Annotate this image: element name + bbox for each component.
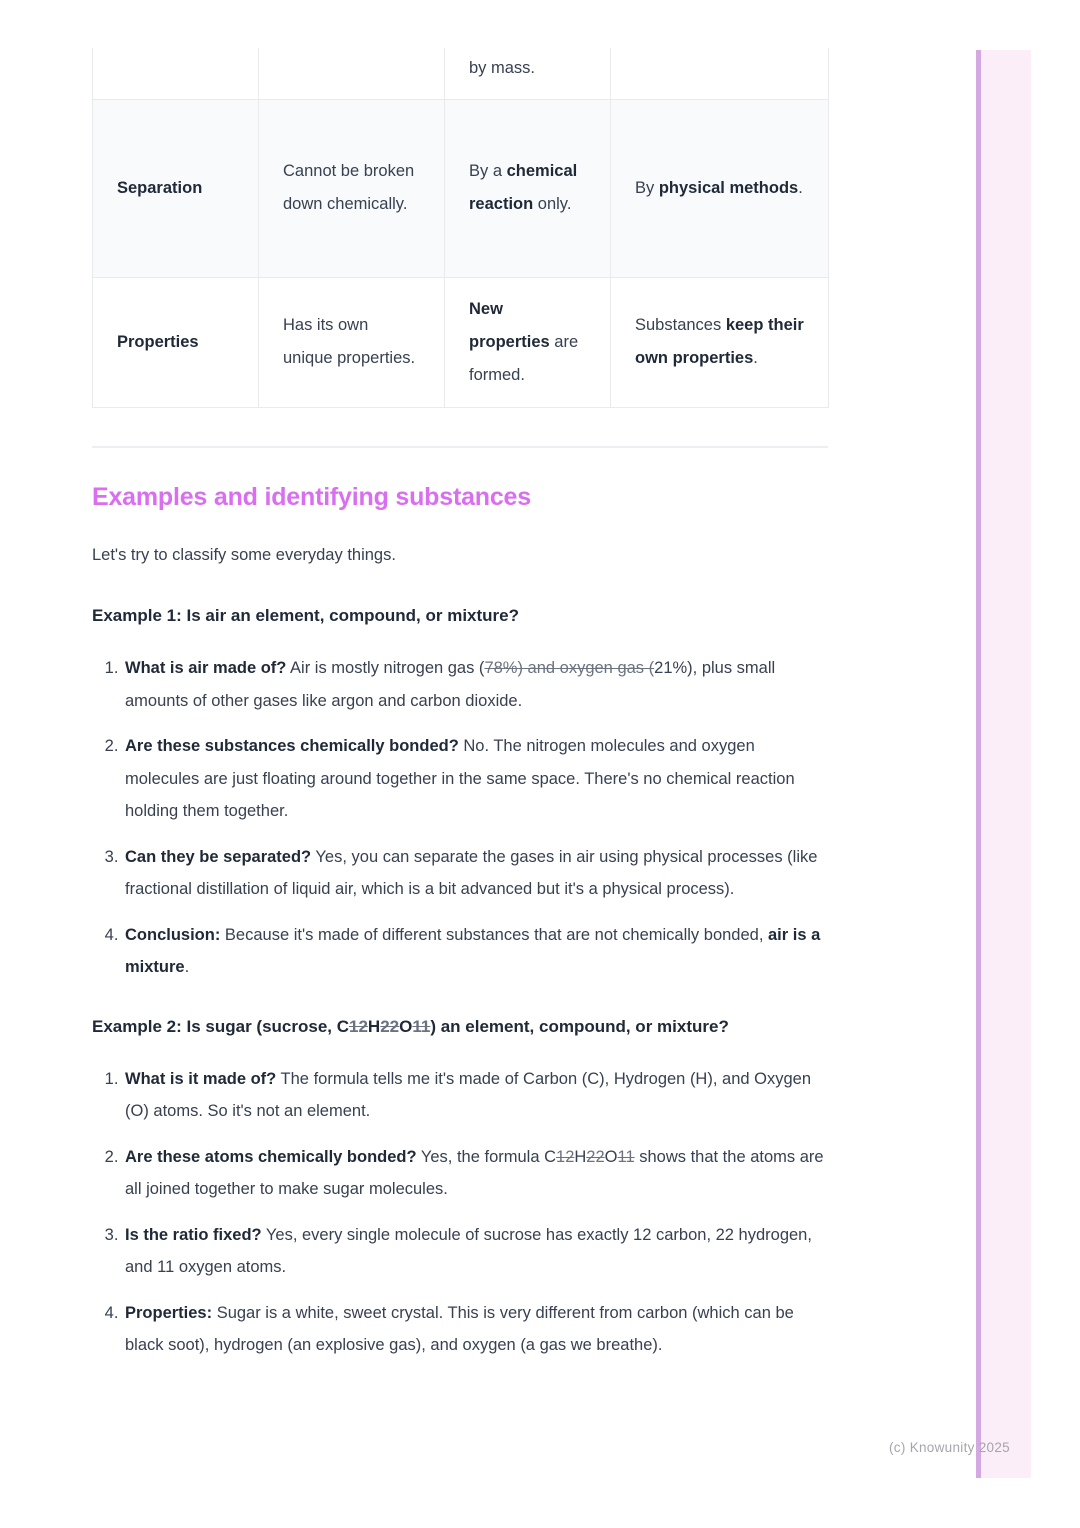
table-cell: By a chemical reaction only. bbox=[445, 99, 611, 277]
table-row-properties bbox=[93, 277, 829, 407]
list-item: 3. Is the ratio fixed? Yes, every single molecule of sucrose has exactly 12 carbon, 22 hydrogen, and 11 oxygen atoms. bbox=[123, 1219, 828, 1284]
example2-list bbox=[92, 1063, 828, 1362]
table-row-separation bbox=[93, 99, 829, 277]
example2-title: Example 2: Is sugar (sucrose, C12H22O11) an element, compound, or mixture? bbox=[92, 1016, 729, 1036]
copyright-watermark: (c) Knowunity 2025 bbox=[889, 1440, 1010, 1455]
list-item: 1. What is it made of? The formula tells me it's made of Carbon (C), Hydrogen (H), and Oxygen (O) atoms. So it's not an element. bbox=[123, 1063, 828, 1128]
comparison-table bbox=[92, 48, 829, 408]
table-cell: Has its own unique properties. bbox=[259, 277, 445, 407]
table-cell: New properties are formed. bbox=[445, 277, 611, 407]
document-content bbox=[92, 0, 828, 1380]
table-row-header: Properties bbox=[93, 277, 259, 407]
table-cell bbox=[259, 48, 445, 99]
table-row-partial bbox=[93, 48, 829, 99]
example1-list bbox=[92, 652, 828, 984]
list-item: 2. Are these atoms chemically bonded? Yes, the formula C12H22O11 shows that the atoms are all joined together to make sugar molecules. bbox=[123, 1141, 828, 1206]
section-heading: Examples and identifying substances bbox=[92, 482, 531, 511]
example1-title: Example 1: Is air an element, compound, or mixture? bbox=[92, 606, 520, 625]
table-cell: Substances keep their own properties. bbox=[611, 277, 829, 407]
table-cell: Cannot be broken down chemically. bbox=[259, 99, 445, 277]
list-item: 4. Properties: Sugar is a white, sweet crystal. This is very different from carbon (which can be black soot), hydrogen (an explosive gas), and oxygen (a gas we breathe). bbox=[123, 1297, 828, 1362]
table-cell bbox=[611, 48, 829, 99]
intro-paragraph: Let's try to classify some everyday things. bbox=[92, 545, 396, 564]
table-cell: by mass. bbox=[445, 48, 611, 99]
list-item: 2. Are these substances chemically bonded? No. The nitrogen molecules and oxygen molecules are just floating around together in the same space. There's no chemical reaction holding them together. bbox=[123, 730, 828, 828]
page-accent-fill bbox=[981, 50, 1031, 1478]
list-item: 3. Can they be separated? Yes, you can separate the gases in air using physical processes (like fractional distillation of liquid air, which is a bit advanced but it's a physical process). bbox=[123, 841, 828, 906]
list-item: 1. What is air made of? Air is mostly nitrogen gas (78%) and oxygen gas (21%), plus small amounts of other gases like argon and carbon dioxide. bbox=[123, 652, 828, 717]
table-row-header: Separation bbox=[93, 99, 259, 277]
table-cell: By physical methods. bbox=[611, 99, 829, 277]
list-item: 4. Conclusion: Because it's made of different substances that are not chemically bonded, air is a mixture. bbox=[123, 919, 828, 984]
table-cell bbox=[93, 48, 259, 99]
section-divider bbox=[92, 446, 828, 448]
page-accent-line bbox=[976, 50, 981, 1478]
